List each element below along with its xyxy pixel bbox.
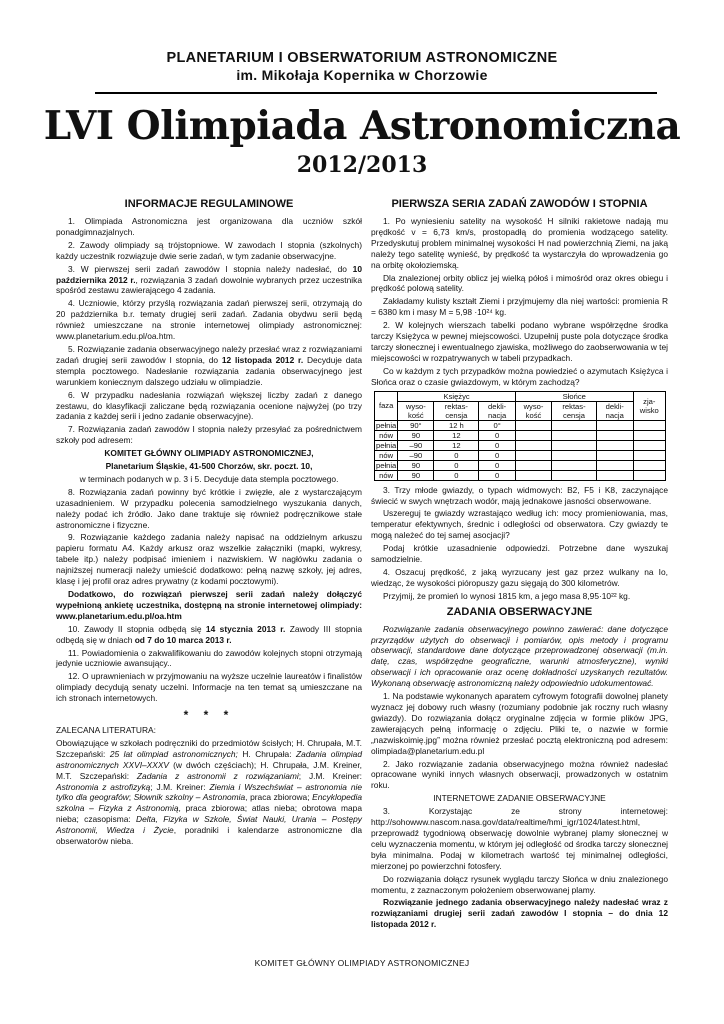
table-row — [375, 450, 666, 460]
table-cell: 0 — [434, 460, 479, 470]
rule-2: 2. Zawody olimpiady są trójstopniowe. W zawodach I stopnia (szkolnych) każdy uczestnik rozwiązuje dwie serie zadań, w tym zadanie obserwacyjne. — [56, 239, 362, 261]
table-cell — [515, 450, 551, 460]
table-header-sun-alt: wyso-kość — [515, 401, 551, 420]
table-header-sun-ra: rektas-censja — [552, 401, 597, 420]
observation-task-2: 2. Jako rozwiązanie zadania obserwacyjnego można również nadesłać opracowane wyniki innych własnych obserwacji, prowadzonych w ostatnim roku. — [371, 758, 668, 791]
table-cell: –90 — [398, 450, 434, 460]
rule-6: 6. W przypadku nadesłania rozwiązań większej liczby zadań z danego zestawu, do klasyfikacji zaliczane będą rozwiązania ocenione najwyżej (po trzy zadania z każdej serii i jedno zadanie obserwacyjne). — [56, 389, 362, 422]
observation-task-3: 3. Korzystając ze strony internetowej: http://sohowww.nascom.nasa.gov/data/realtime/hmi_igr/1024/latest.html, przeprowadź tygodniową obserwację dowolnie wybranej plamy słonecznej w celu wyznaczenia momentu, w którym jej odległość od środka tarczy słonecznej była minimalna. Podaj w kilometrach wartość tej minimalnej odległości, mierzonej po powierzchni fotosfery. — [371, 806, 668, 871]
task-1-part-c: Zakładamy kulisty kształt Ziemi i przyjmujemy dla niej wartości: promienia R = 6380 km i masy M = 5,98 ·10²⁴ kg. — [371, 296, 668, 318]
rule-1: 1. Olimpiada Astronomiczna jest organizowana dla uczniów szkół ponadgimnazjalnych. — [56, 216, 362, 237]
rule-7: 7. Rozwiązania zadań zawodów I stopnia należy przesyłać za pośrednictwem szkoły pod adresem: — [56, 424, 362, 446]
table-cell: 12 — [434, 430, 479, 440]
address-line-1: KOMITET GŁÓWNY OLIMPIADY ASTRONOMICZNEJ, — [104, 448, 314, 459]
rule-5: 5. Rozwiązanie zadania obserwacyjnego należy przesłać wraz z rozwiązaniami zadań drugiej serii zawodów I stopnia, do 12 listopada 2012 r. Decyduje data stempla pocztowego. Nadesłanie rozwiązania zadania obserwacyjnego jest warunkiem koniecznym dalszego udziału w olimpiadzie. — [56, 343, 362, 387]
table-cell: pełnia — [376, 420, 397, 430]
table-cell: pełnia — [376, 440, 397, 450]
task-2: 2. W kolejnych wierszach tabelki podano wybrane współrzędne środka tarczy Księżyca w pewnej miejscowości. Uzupełnij puste pola dotyczące środka tarczy słonecznej i ewentualnego zjawiska, możliwego do zaobserwowania w tej miejscowości w rozpatrywanych w tabeli przypadkach. — [371, 320, 668, 363]
table-cell — [633, 440, 665, 450]
table-cell: 0° — [479, 420, 516, 430]
table-cell — [552, 470, 597, 480]
table-cell: pełnia — [376, 460, 397, 470]
table-row — [375, 430, 666, 440]
table-cell: nów — [375, 430, 398, 440]
table-cell: –90 — [398, 440, 434, 450]
table-header-moon-ra: rektas-censja — [434, 401, 479, 420]
footer: KOMITET GŁÓWNY OLIMPIADY ASTRONOMICZNEJ — [254, 958, 470, 968]
table-cell — [552, 440, 597, 450]
rule-8: 8. Rozwiązania zadań powinny być krótkie i zwięzłe, ale z wystarczającym uzasadnieniem. W przypadku polecenia samodzielnego wyszukania danych, należy podać ich źródło. Jako dane traktuje się również podręcznikowe stałe astronomiczne i fizyczne. — [56, 486, 362, 530]
table-cell — [633, 470, 665, 480]
table-cell — [596, 460, 633, 470]
page-title: LVI Olimpiada Astronomiczna — [43, 103, 681, 149]
tasks-column — [371, 198, 668, 932]
table-cell — [552, 460, 597, 470]
table-cell — [515, 420, 551, 430]
table-row — [375, 470, 666, 480]
table-cell — [633, 420, 665, 430]
table-header-phase: faza — [375, 391, 398, 420]
institution-header — [0, 50, 724, 84]
table-cell — [552, 430, 597, 440]
institution-name: PLANETARIUM I OBSERWATORIUM ASTRONOMICZNE — [166, 50, 558, 66]
observation-heading: ZADANIA OBSERWACYJNE — [446, 605, 593, 618]
section-separator: * * * — [183, 708, 235, 723]
table-cell: 12 — [434, 440, 479, 450]
table-cell: 0 — [434, 450, 479, 460]
task-1: 1. Po wyniesieniu satelity na wysokość H silniki rakietowe nadają mu prędkość v = 6,73 km/s, prostopadłą do promienia wodzącego satelity. Przedyskutuj problem minimalnej wysokości H nad powierzchnią Ziemi, na jaką należy tego satelitę wynieść, by prędkość ta wystarczyła do wprowadzenia go na orbitę okołoziemską. — [371, 216, 668, 270]
rule-11: 11. Powiadomienia o zakwalifikowaniu do zawodów kolejnych stopni otrzymają jedynie uczniowie awansujący.. — [56, 647, 362, 669]
rule-9: 9. Rozwiązanie każdego zadania należy napisać na oddzielnym arkuszu papieru formatu A4. Każdy arkusz oraz wszelkie załączniki (mapki, wykresy, tabele itp.) należy podpisać imieniem i nazwiskiem. W nagłówku zadania o najniższej numeracji należy umieścić dodatkowo: pełną nazwę szkoły, jej adres, klasę i jej profil oraz adres prywatny (z kodami pocztowymi). — [56, 532, 362, 587]
tasks-heading: PIERWSZA SERIA ZADAŃ ZAWODÓW I STOPNIA — [391, 198, 648, 210]
table-cell — [633, 460, 665, 470]
rule-4: 4. Uczniowie, którzy przyślą rozwiązania zadań pierwszej serii, otrzymają do 20 października b.r. tematy drugiej serii zadań. Zadania obydwu serii będą również umieszczane na stronie internetowej olimpiady astronomicznej: www.planetarium.edu.pl/oa.htm. — [56, 298, 362, 342]
literature-list: Obowiązujące w szkołach podręczniki do przedmiotów ścisłych; H. Chrupała, M.T. Szczepański: 25 lat olimpiad astronomicznych; H. Chrupała: Zadania olimpiad astronomicznych XXVI–XXXV (w dwóch częściach); H. Chrupała, J.M. Kreiner, M.T. Szczepański: Zadania z astronomii z rozwiązaniami; J.M. Kreiner: Astronomia z astrofizyką; J.M. Kreiner: Ziemia i Wszechświat – astronomia nie tylko dla geografów; Słownik szkolny – Astronomia, praca zbiorowa; Encyklopedia szkolna – Fizyka z Astronomią, praca zbiorowa; atlas nieba; obrotowa mapa nieba; czasopisma: Delta, Fizyka w Szkole, Świat Nauki, Urania – Postępy Astronomii, Wiedza i Życie, poradniki i kalendarze astronomiczne dla obserwatorów nieba. — [56, 737, 363, 847]
task-2-part-b: Co w każdym z tych przypadków można powiedzieć o azymutach Księżyca i Słońca oraz o czasie gwiazdowym, w którym zachodzą? — [371, 365, 668, 387]
table-cell: 0 — [479, 440, 516, 450]
observation-intro: Rozwiązanie zadania obserwacyjnego powinno zawierać: dane dotyczące przyrządów użytych do obserwacji i pomiarów, opis metody i programu obserwacji, standardowe dane dotyczące przeprowadzonej obserwacji (m.in. datę, czas, współrzędne geograficzne, warunki atmosferyczne), wyniki obserwacji i ich opracowanie oraz ocenę dokładności uzyskanych rezultatów. Wykonaną obserwację astronomiczną należy odpowiednio udokumentować. — [371, 623, 668, 689]
table-cell — [596, 440, 633, 450]
table-cell: 0 — [479, 470, 516, 480]
table-row — [375, 460, 666, 470]
table-cell — [596, 450, 633, 460]
table-cell: nów — [375, 470, 398, 480]
internet-task-heading: INTERNETOWE ZADANIE OBSERWACYJNE — [433, 793, 606, 804]
institution-subname: im. Mikołaja Kopernika w Chorzowie — [236, 67, 488, 83]
regulations-heading: INFORMACJE REGULAMINOWE — [124, 198, 294, 210]
table-cell — [552, 420, 597, 430]
table-cell — [515, 430, 551, 440]
table-header-moon-dec: dekli-nacja — [479, 401, 516, 420]
table-cell — [515, 440, 551, 450]
table-cell: 0 — [434, 470, 479, 480]
table-cell: nów — [375, 450, 398, 460]
table-header-phenomenon: zja-wisko — [633, 391, 665, 420]
address-line-2: Planetarium Śląskie, 41-500 Chorzów, skr. poczt. 10, — [105, 461, 313, 472]
observation-deadline: Rozwiązanie jednego zadania obserwacyjnego należy nadesłać wraz z rozwiązaniami drugiej serii zadań zawodów I stopnia – do dnia 12 listopada 2012 r. — [371, 897, 668, 930]
table-cell: 0 — [479, 450, 516, 460]
table-cell: 12 h — [434, 420, 479, 430]
table-cell: 90° — [398, 420, 434, 430]
literature-heading: ZALECANA LITERATURA: — [56, 724, 156, 735]
table-row — [375, 420, 666, 430]
address-line-3: w terminach podanych w p. 3 i 5. Decyduje data stempla pocztowego. — [79, 473, 339, 484]
table-cell — [633, 450, 665, 460]
table-cell — [515, 470, 551, 480]
edition-year: 2012/2013 — [296, 152, 428, 178]
task-4-part-b: Przyjmij, że promień Io wynosi 1815 km, a jego masa 8,95·10²² kg. — [383, 590, 631, 601]
table-header-sun: Słońce — [515, 391, 633, 401]
table-cell — [552, 450, 597, 460]
table-row — [375, 440, 666, 450]
rule-10: 10. Zawody II stopnia odbędą się 14 stycznia 2013 r. Zawody III stopnia odbędą się w dniach od 7 do 10 marca 2013 r. — [56, 623, 362, 645]
regulations-column — [56, 198, 362, 849]
table-cell — [515, 460, 551, 470]
table-cell: 0 — [479, 430, 516, 440]
task-1-part-b: Dla znalezionej orbity oblicz jej wielką półoś i mimośród oraz okres obiegu i prędkość polową satelity. — [371, 272, 668, 294]
table-cell: 90 — [398, 430, 434, 440]
rule-3: 3. W pierwszej serii zadań zawodów I stopnia należy nadesłać, do 10 października 2012 r., rozwiązania 3 zadań dowolnie wybranych przez uczestnika spośród zestawu zawierającego 4 zadania. — [56, 263, 362, 296]
table-cell — [596, 420, 633, 430]
header-rule — [95, 92, 657, 94]
table-cell: 0 — [479, 460, 516, 470]
observation-task-3-part-b: Do rozwiązania dołącz rysunek wyglądu tarczy Słońca w dniu znalezionego momentu, z zaznaczonym położeniem obserwowanej plamy. — [371, 873, 668, 895]
observation-task-1: 1. Na podstawie wykonanych aparatem cyfrowym fotografii dowolnej planety wyznacz jej dobowy ruch własny (rozumiany podobnie jak roczny ruch własny gwiazdy). Do rozwiązania dołącz oryginalne zdjęcia w formie plików JPG, zawierających pełną informację o zdjęciu. Pliki te, o nazwie w formie „nazwiskoimię.jpg” można również przesłać pocztą elektroniczną pod adresem: olimpiada@planetarium.edu.pl — [371, 691, 668, 756]
task-3-part-b: Uszereguj te gwiazdy wzrastająco według ich: mocy promieniowania, mas, temperatur efektywnych, średnic i odległości od obserwatora. Czy gwiazdy te mogą należeć do tej samej asocjacji? — [371, 508, 668, 541]
moon-sun-table — [374, 391, 666, 481]
table-header-moon-alt: wyso-kość — [398, 401, 434, 420]
table-cell — [633, 430, 665, 440]
task-4: 4. Oszacuj prędkość, z jaką wyrzucany jest gaz przez wulkany na Io, wiedząc, że wysokości pióropuszy gazu sięgają do 300 kilometrów. — [371, 566, 668, 588]
table-cell: 90 — [398, 460, 434, 470]
table-cell — [596, 470, 633, 480]
rule-12: 12. O uprawnieniach w przyjmowaniu na wyższe uczelnie laureatów i finalistów olimpiady decydują senaty uczelni. Informacje na ten temat są umieszczane na ich stronach internetowych. — [56, 671, 362, 704]
rule-9-extra: Dodatkowo, do rozwiązań pierwszej serii zadań należy dołączyć wypełnioną ankietę uczestnika, dostępną na stronie internetowej olimpiady: www.planetarium.edu.pl/oa.htm — [56, 589, 362, 621]
table-cell: 90 — [398, 470, 434, 480]
table-header-moon: Księżyc — [398, 391, 516, 401]
table-header-sun-dec: dekli-nacja — [596, 401, 633, 420]
task-3: 3. Trzy młode gwiazdy, o typach widmowych: B2, F5 i K8, zaczynające świecić w swych wnętrzach wodór, mają jednakowe jasności obserwowane. — [371, 484, 668, 506]
task-3-part-c: Podaj krótkie uzasadnienie odpowiedzi. Potrzebne dane wyszukaj samodzielnie. — [371, 543, 668, 565]
table-cell — [596, 430, 633, 440]
